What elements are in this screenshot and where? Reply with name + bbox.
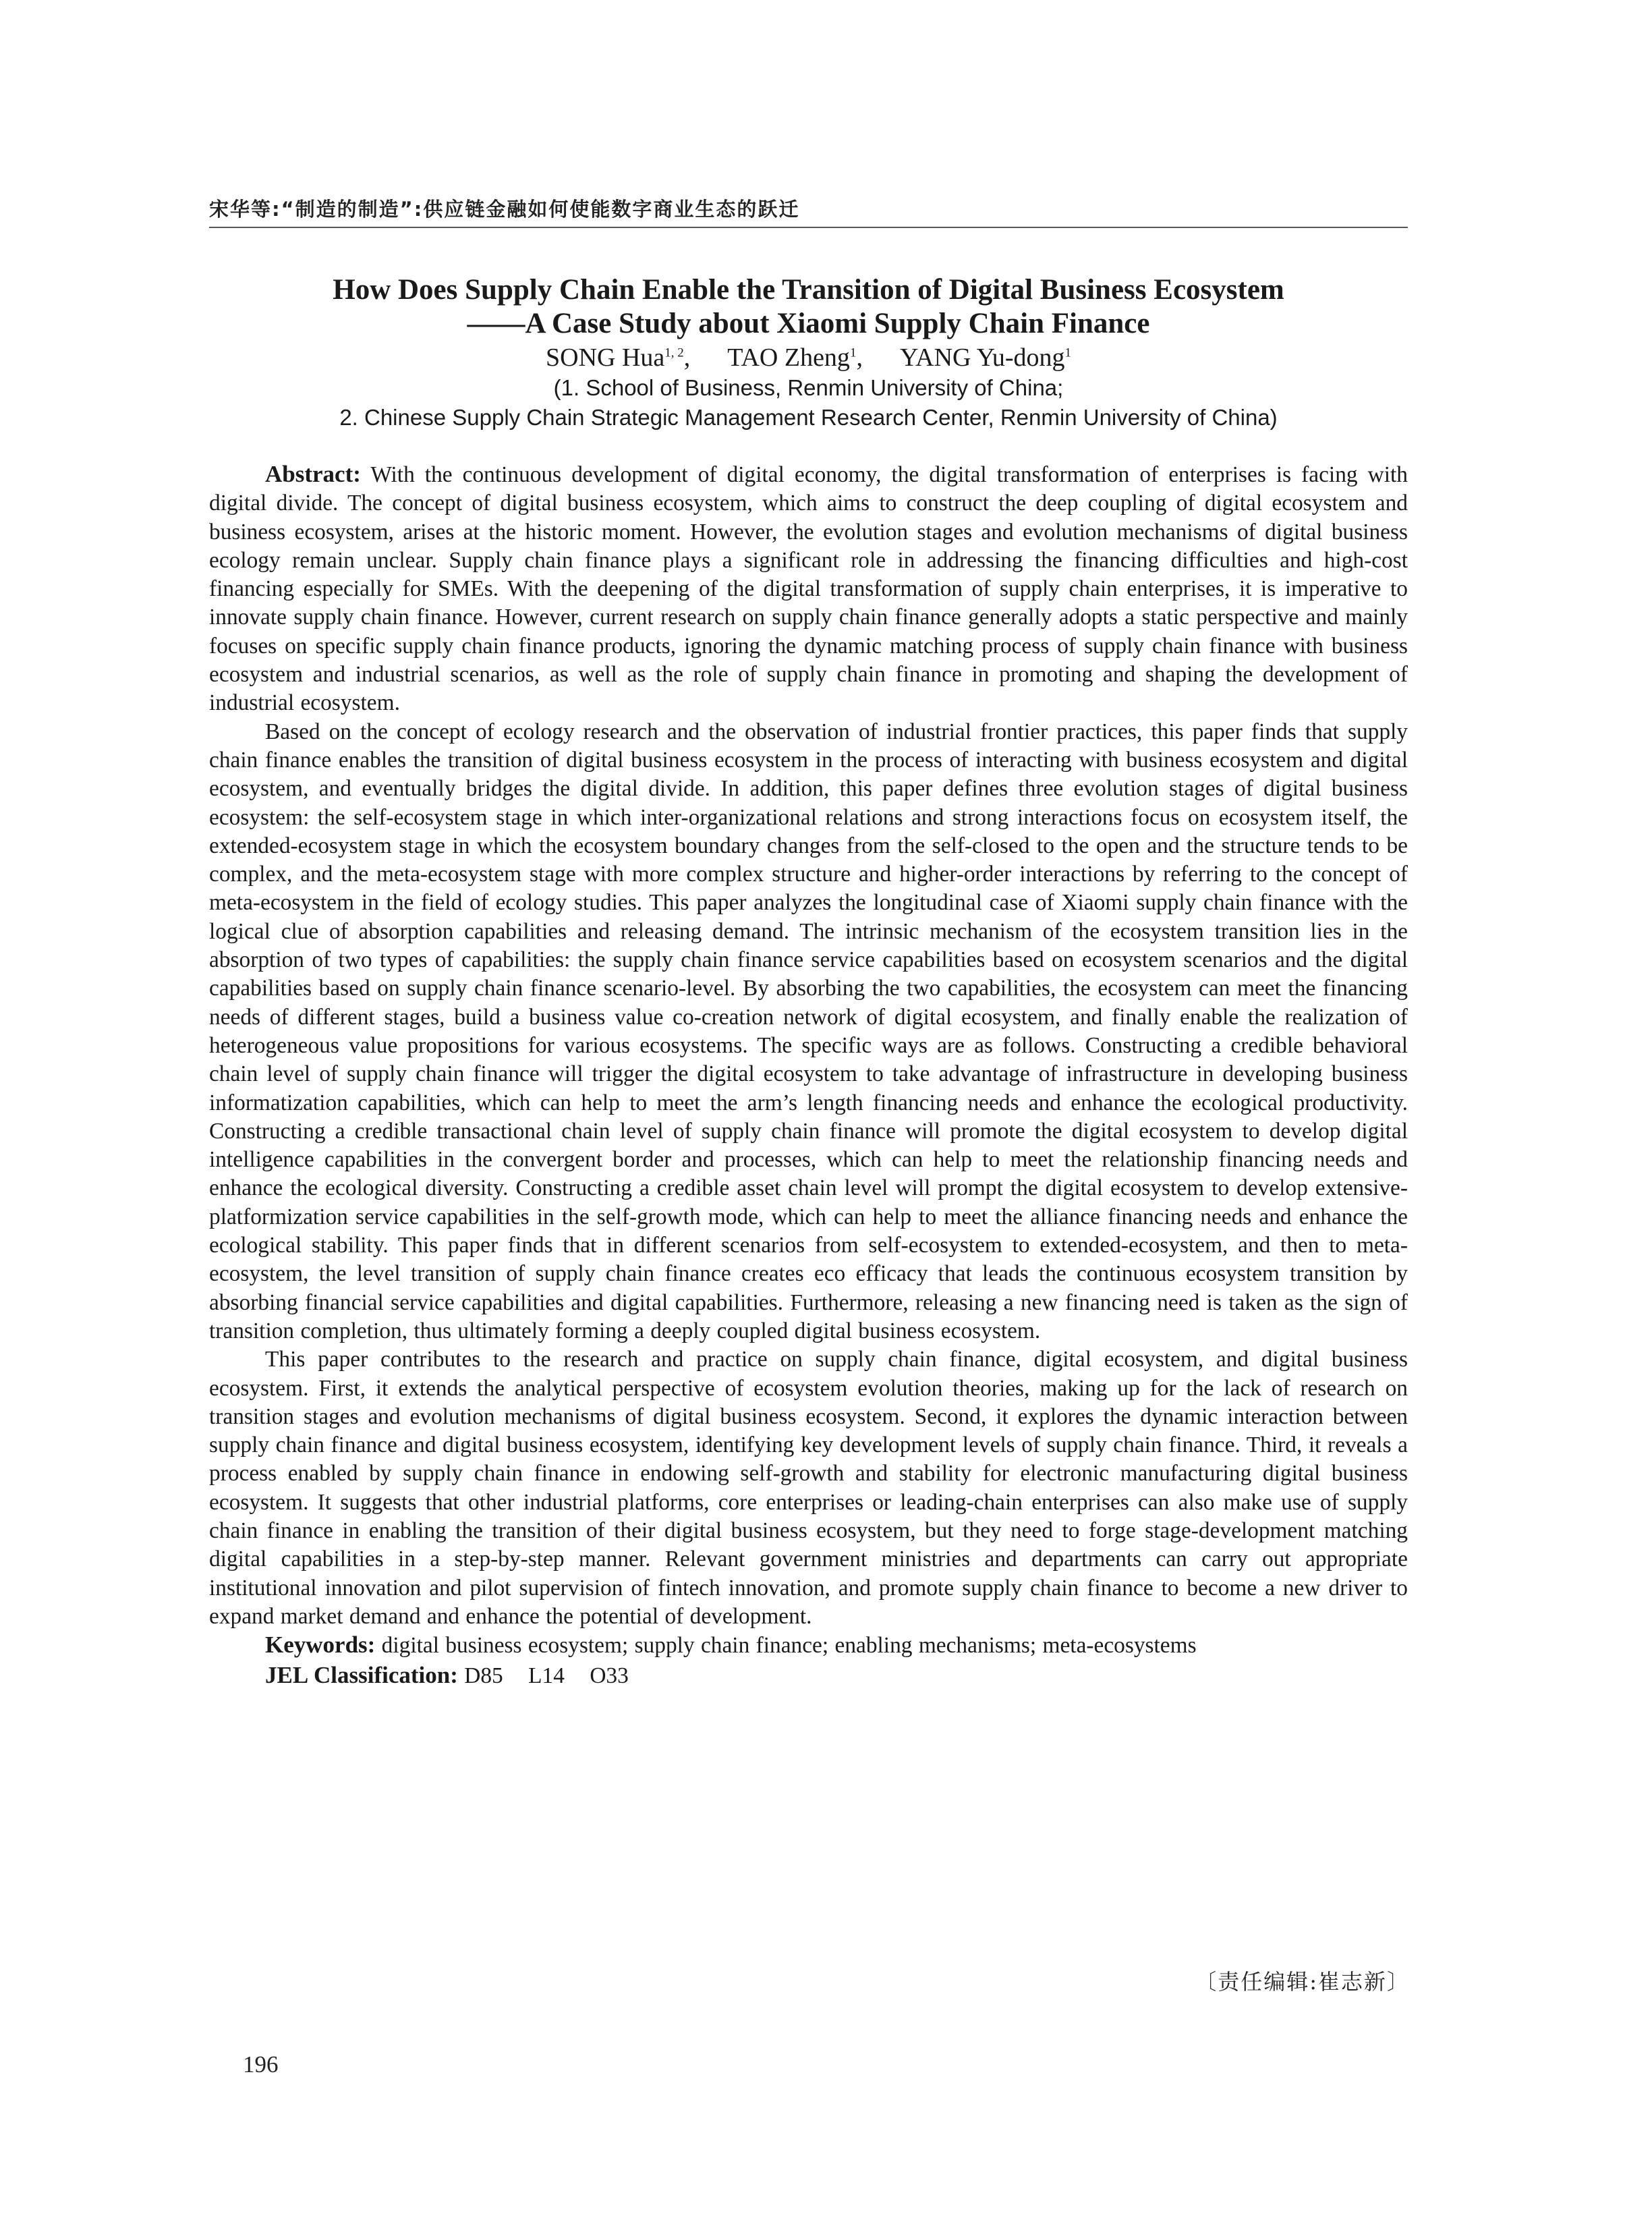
- keywords-row: [209, 1631, 1408, 1660]
- abstract-body: [209, 460, 1408, 1691]
- abstract-paragraph-1: [209, 460, 1408, 718]
- affiliation-line-1: (1. School of Business, Renmin University of China;: [553, 375, 1064, 400]
- keywords-text: digital business ecosystem; supply chain finance; enabling mechanisms; meta-ecosystems: [381, 1633, 1197, 1659]
- author-affiliation-mark: 1: [849, 345, 857, 360]
- author-separator: ,: [683, 343, 691, 372]
- editor-note: 〔责任编辑:崔志新〕: [1195, 1969, 1410, 1995]
- title-block: [209, 273, 1408, 433]
- abstract-paragraph-3: This paper contributes to the research and practice on supply chain finance, digital ecosystem, and digital business ecosystem. First, it extends the analytical perspective of ecosystem evolution theories, making up for the lack of research on transition stages and evolution mechanisms of digital business ecosystem. Second, it explores the dynamic interaction between supply chain finance and digital business ecosystem, identifying key development levels of supply chain finance. Third, it reveals a process enabled by supply chain finance in endowing self-growth and stability for electronic manufacturing digital business ecosystem. It suggests that other industrial platforms, core enterprises or leading-chain enterprises can also make use of supply chain finance in enabling the transition of their digital business ecosystem, but they need to forge stage-development matching digital capabilities in a step-by-step manner. Relevant government ministries and departments can carry out appropriate institutional innovation and pilot supervision of fintech innovation, and promote supply chain finance to become a new driver to expand market demand and enhance the potential of development.: [209, 1347, 1408, 1629]
- abstract-paragraph-2: Based on the concept of ecology research and the observation of industrial frontier practices, this paper finds that supply chain finance enables the transition of digital business ecosystem in the process of interacting with business ecosystem and digital ecosystem, and eventually bridges the digital divide. In addition, this paper defines three evolution stages of digital business ecosystem: the self-ecosystem stage in which inter-organizational relations and strong interactions focus on ecosystem itself, the extended-ecosystem stage in which the ecosystem boundary changes from the self-closed to the open and the structure tends to be complex, and the meta-ecosystem stage with more complex structure and higher-order interactions by referring to the concept of meta-ecosystem in the field of ecology studies. This paper analyzes the longitudinal case of Xiaomi supply chain finance with the logical clue of absorption capabilities and releasing demand. The intrinsic mechanism of the ecosystem transition lies in the absorption of two types of capabilities: the supply chain finance service capabilities based on ecosystem scenarios and the digital capabilities based on supply chain finance scenario-level. By absorbing the two capabilities, the ecosystem can meet the financing needs of different stages, build a business value co-creation network of digital ecosystem, and finally enable the realization of heterogeneous value propositions for various ecosystems. The specific ways are as follows. Constructing a credible behavioral chain level of supply chain finance will trigger the digital ecosystem to take advantage of infrastructure in developing business informatization capabilities, which can help to meet the arm’s length financing needs and enhance the ecological productivity. Constructing a credible transactional chain level of supply chain finance will promote the digital ecosystem to develop digital intelligence capabilities in the convergent border and processes, which can help to meet the relationship financing needs and enhance the ecological diversity. Constructing a credible asset chain level will prompt the digital ecosystem to develop extensive-platformization service capabilities in the self-growth mode, which can help to meet the alliance financing needs and enhance the ecological stability. This paper finds that in different scenarios from self-ecosystem to extended-ecosystem, and then to meta-ecosystem, the level transition of supply chain finance creates eco efficacy that leads the continuous ecosystem transition by absorbing financial service capabilities and digital capabilities. Furthermore, releasing a new financing need is taken as the sign of transition completion, thus ultimately forming a deeply coupled digital business ecosystem.: [209, 719, 1408, 1343]
- author-affiliation-mark: 1, 2: [664, 345, 684, 360]
- header-rule: [209, 227, 1408, 228]
- abstract-label: Abstract:: [265, 461, 361, 487]
- keywords-label: Keywords:: [265, 1632, 376, 1659]
- jel-codes: D85 L14 O33: [464, 1663, 629, 1689]
- paper-subtitle: ——A Case Study about Xiaomi Supply Chain Finance: [467, 308, 1150, 339]
- abstract-text-1: With the continuous development of digital economy, the digital transformation of enterprises is facing with digital divide. The concept of digital business ecosystem, which aims to construct the deep coupling of digital ecosystem and business ecosystem, arises at the historic moment. However, the evolution stages and evolution mechanisms of digital business ecology remain unclear. Supply chain finance plays a significant role in addressing the financing difficulties and high-cost financing especially for SMEs. With the deepening of the digital transformation of supply chain enterprises, it is imperative to innovate supply chain finance. However, current research on supply chain finance generally adopts a static perspective and mainly focuses on specific supply chain finance products, ignoring the dynamic matching process of supply chain finance with business ecosystem and industrial scenarios, as well as the role of supply chain finance in promoting and shaping the development of industrial ecosystem.: [209, 462, 1408, 716]
- author-list: [209, 342, 1408, 373]
- running-header: 宋华等:“制造的制造”:供应链金融如何使能数字商业生态的跃迁: [209, 198, 800, 221]
- author-separator: ,: [856, 343, 863, 372]
- author-name: TAO Zheng: [727, 343, 850, 372]
- author-affiliation-mark: 1: [1064, 345, 1071, 360]
- jel-label: JEL Classification:: [265, 1662, 458, 1689]
- paper-title: How Does Supply Chain Enable the Transition of Digital Business Ecosystem: [333, 274, 1284, 306]
- affiliation-line-2: 2. Chinese Supply Chain Strategic Management Research Center, Renmin University of China): [339, 405, 1278, 430]
- author-name: SONG Hua: [546, 343, 665, 372]
- author-name: YANG Yu-dong: [899, 343, 1065, 372]
- jel-row: [209, 1661, 1408, 1690]
- page-number: 196: [243, 2051, 279, 2078]
